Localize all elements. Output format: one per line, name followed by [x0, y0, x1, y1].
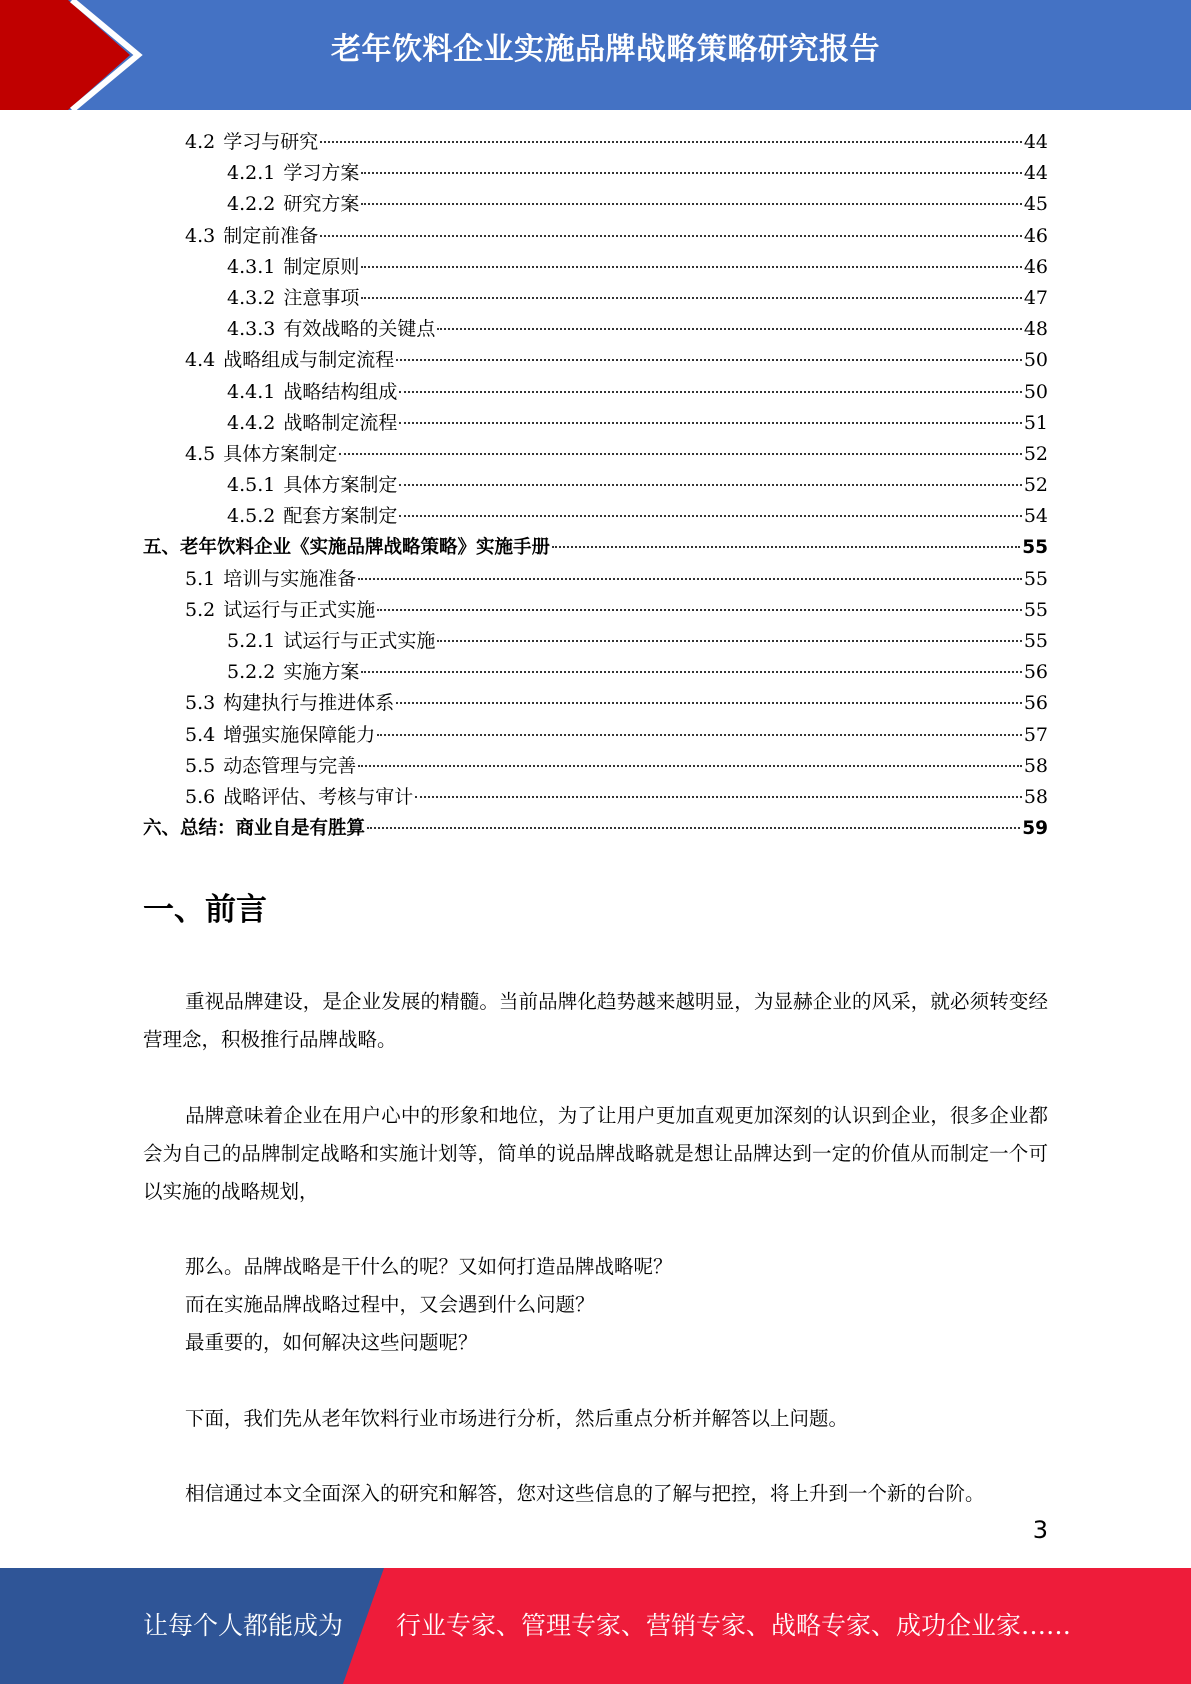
toc-entry-page: 44	[1023, 131, 1048, 153]
toc-entry-number: 5.4	[185, 723, 216, 746]
section-heading: 一、前言	[143, 892, 267, 928]
toc-entry-number: 4.3.1	[227, 255, 276, 278]
toc-entry-title: 学习方案	[283, 162, 360, 185]
toc-entry[interactable]	[143, 345, 1048, 376]
toc-entry-page: 47	[1023, 286, 1048, 309]
toc-entry[interactable]	[143, 564, 1048, 595]
toc-dot-leader	[377, 609, 1022, 611]
toc-entry-number: 5.5	[185, 754, 216, 777]
toc-entry-number: 5.3	[185, 692, 216, 715]
paragraph-1: 重视品牌建设，是企业发展的精髓。当前品牌化趋势越来越明显，为显赫企业的风采，就必须转变经营理念，积极推行品牌战略。	[143, 990, 1048, 1051]
toc-dot-leader	[415, 796, 1022, 798]
toc-entry-title: 试运行与正式实施	[283, 630, 436, 652]
toc-entry-page: 55	[1023, 567, 1048, 590]
toc-entry-page: 52	[1023, 442, 1048, 465]
toc-dot-leader	[367, 827, 1020, 829]
toc-entry-title: 战略评估、考核与审计	[223, 785, 414, 808]
toc-dot-leader	[361, 297, 1021, 299]
toc-dot-leader	[437, 640, 1021, 642]
toc-entry-page: 55	[1022, 537, 1048, 559]
toc-entry-page: 55	[1023, 598, 1048, 621]
toc-entry-number: 4.5	[185, 442, 216, 465]
toc-entry-title: 培训与实施准备	[223, 567, 357, 590]
toc-entry-title: 试运行与正式实施	[223, 598, 376, 621]
toc-entry[interactable]	[143, 813, 1048, 844]
toc-entry[interactable]	[143, 314, 1048, 345]
toc-entry-title: 具体方案制定	[223, 442, 338, 465]
toc-entry-number: 4.5.2	[227, 505, 276, 528]
toc-entry-title: 制定前准备	[223, 224, 319, 247]
toc-entry[interactable]	[143, 283, 1048, 314]
toc-dot-leader	[399, 515, 1021, 517]
table-of-contents	[143, 127, 1048, 844]
toc-entry-page: 56	[1023, 692, 1048, 715]
toc-entry-number: 5.2.2	[227, 661, 276, 684]
toc-entry-number: 4.3.3	[227, 318, 276, 341]
footer-slogan-left: 让每个人都能成为	[143, 1611, 344, 1640]
toc-entry[interactable]	[143, 501, 1048, 532]
toc-entry[interactable]	[143, 377, 1048, 408]
toc-entry-page: 57	[1023, 723, 1048, 746]
toc-entry-number: 4.4.2	[227, 411, 276, 434]
toc-entry-title: 注意事项	[283, 286, 360, 309]
toc-entry-page: 59	[1022, 818, 1048, 840]
toc-dot-leader	[552, 546, 1020, 548]
toc-entry-page: 44	[1023, 162, 1048, 185]
toc-dot-leader	[358, 765, 1022, 767]
toc-entry[interactable]	[143, 751, 1048, 782]
toc-entry-page: 58	[1023, 785, 1048, 808]
toc-entry[interactable]	[143, 158, 1048, 189]
toc-entry-page: 54	[1023, 505, 1048, 528]
toc-entry-page: 50	[1023, 349, 1048, 372]
toc-entry-page: 46	[1023, 224, 1048, 247]
toc-dot-leader	[396, 359, 1022, 361]
footer-slogan-right: 行业专家、管理专家、营销专家、战略专家、成功企业家……	[396, 1611, 1072, 1640]
toc-dot-leader	[361, 266, 1021, 268]
toc-entry-page: 55	[1023, 630, 1048, 652]
toc-entry-title: 学习与研究	[223, 131, 319, 153]
toc-dot-leader	[377, 734, 1022, 736]
toc-entry-title: 构建执行与推进体系	[223, 692, 395, 715]
toc-entry-number: 4.5.1	[227, 474, 276, 497]
toc-entry-title: 动态管理与完善	[223, 754, 357, 777]
toc-entry-title: 具体方案制定	[283, 474, 398, 497]
toc-entry[interactable]	[143, 189, 1048, 220]
question-line-3: 最重要的，如何解决这些问题呢？	[185, 1331, 478, 1354]
toc-entry-title: 制定原则	[283, 255, 360, 278]
paragraph-4: 相信通过本文全面深入的研究和解答，您对这些信息的了解与把控，将上升到一个新的台阶。	[185, 1482, 985, 1505]
toc-entry[interactable]	[143, 532, 1048, 563]
toc-dot-leader	[361, 172, 1021, 174]
toc-dot-leader	[399, 391, 1021, 393]
toc-entry[interactable]	[143, 782, 1048, 813]
toc-entry-number: 4.3.2	[227, 286, 276, 309]
toc-entry[interactable]	[143, 127, 1048, 158]
toc-entry-page: 46	[1023, 255, 1048, 278]
toc-entry-page: 58	[1023, 754, 1048, 777]
toc-dot-leader	[339, 453, 1022, 455]
toc-entry-title: 六、总结：商业自是有胜算	[143, 818, 366, 840]
toc-entry-title: 实施方案	[283, 661, 360, 684]
toc-entry-number: 4.4.1	[227, 380, 276, 403]
toc-dot-leader	[399, 422, 1021, 424]
toc-dot-leader	[358, 578, 1022, 580]
paragraph-2: 品牌意味着企业在用户心中的形象和地位，为了让用户更加直观更加深刻的认识到企业，很多企业都会为自己的品牌制定战略和实施计划等，简单的说品牌战略就是想让品牌达到一定的价值从而制定一个可以实施的战略规划，	[143, 1104, 1048, 1203]
toc-entry-page: 48	[1023, 318, 1048, 341]
page-number: 3	[1032, 1516, 1048, 1544]
toc-dot-leader	[396, 702, 1022, 704]
toc-dot-leader	[437, 328, 1021, 330]
toc-entry-number: 4.2	[185, 131, 216, 153]
toc-entry[interactable]	[143, 595, 1048, 626]
toc-entry[interactable]	[143, 688, 1048, 719]
toc-entry[interactable]	[143, 252, 1048, 283]
toc-entry-page: 56	[1023, 661, 1048, 684]
toc-entry-number: 5.1	[185, 567, 216, 590]
header-title: 老年饮料企业实施品牌战略策略研究报告	[331, 32, 880, 67]
toc-entry-number: 4.2.1	[227, 162, 276, 185]
toc-entry-number: 4.3	[185, 224, 216, 247]
toc-entry-title: 战略结构组成	[283, 380, 398, 403]
toc-dot-leader	[361, 203, 1021, 205]
toc-entry-title: 增强实施保障能力	[223, 723, 376, 746]
toc-entry[interactable]	[143, 439, 1048, 470]
toc-dot-leader	[399, 484, 1021, 486]
toc-entry-page: 52	[1023, 474, 1048, 497]
toc-entry-number: 4.2.2	[227, 193, 276, 216]
toc-entry-title: 战略制定流程	[283, 411, 398, 434]
toc-entry-number: 5.2	[185, 598, 216, 621]
toc-entry-title: 五、老年饮料企业《实施品牌战略策略》实施手册	[143, 537, 551, 559]
question-line-2: 而在实施品牌战略过程中，又会遇到什么问题？	[185, 1293, 595, 1316]
toc-entry[interactable]	[143, 720, 1048, 751]
toc-entry-title: 有效战略的关键点	[283, 318, 436, 341]
toc-dot-leader	[320, 235, 1022, 237]
toc-dot-leader	[320, 141, 1022, 143]
page-header	[0, 0, 1191, 110]
toc-entry-title: 配套方案制定	[283, 505, 398, 528]
paragraph-3: 下面，我们先从老年饮料行业市场进行分析，然后重点分析并解答以上问题。	[185, 1407, 849, 1430]
toc-entry-page: 51	[1023, 411, 1048, 434]
toc-dot-leader	[361, 671, 1021, 673]
toc-entry-page: 45	[1023, 193, 1048, 216]
toc-entry[interactable]	[143, 408, 1048, 439]
toc-entry-title: 研究方案	[283, 193, 360, 216]
toc-entry[interactable]	[143, 470, 1048, 501]
toc-entry-number: 4.4	[185, 349, 216, 372]
toc-entry-number: 5.2.1	[227, 630, 276, 652]
toc-entry-number: 5.6	[185, 785, 216, 808]
page-footer	[0, 1568, 1191, 1684]
toc-entry-page: 50	[1023, 380, 1048, 403]
question-line-1: 那么。品牌战略是干什么的呢？又如何打造品牌战略呢？	[185, 1255, 673, 1278]
toc-entry[interactable]	[143, 626, 1048, 657]
toc-entry[interactable]	[143, 221, 1048, 252]
toc-entry-title: 战略组成与制定流程	[223, 349, 395, 372]
toc-entry[interactable]	[143, 657, 1048, 688]
